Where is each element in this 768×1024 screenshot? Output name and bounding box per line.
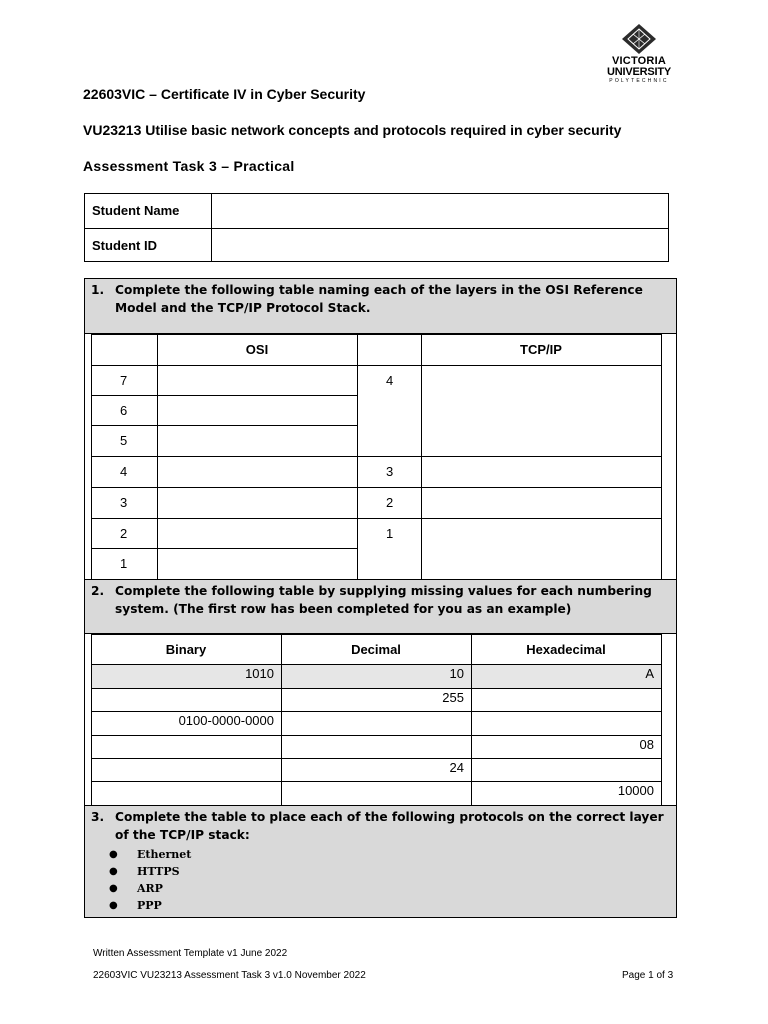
course-title: 22603VIC – Certificate IV in Cyber Security	[83, 86, 366, 102]
student-name-label: Student Name	[92, 203, 180, 218]
question-3-number: 3.	[91, 810, 105, 824]
student-id-label: Student ID	[92, 238, 157, 253]
student-name-field[interactable]	[211, 194, 668, 228]
victoria-university-logo	[600, 24, 678, 84]
binary-cell: 1010	[245, 666, 274, 681]
osi-layer-number: 7	[120, 373, 128, 388]
question-2-text: Complete the following table by supplying missing values for each numbering system. (The first row has been completed for you as an example)	[115, 584, 652, 616]
osi-layer-number: 3	[120, 495, 128, 510]
binary-header: Binary	[165, 642, 207, 657]
logo-line-3: POLYTECHNIC	[609, 78, 669, 84]
question-2-number: 2.	[91, 584, 105, 598]
footer-template: Written Assessment Template v1 June 2022	[93, 948, 288, 959]
question-1	[84, 278, 677, 334]
bullet-icon: ●	[109, 900, 118, 911]
osi-layer-number: 5	[120, 433, 128, 448]
student-name-row	[85, 194, 668, 228]
logo-line-2: UNIVERSITY	[606, 66, 671, 78]
bullet-icon: ●	[109, 849, 118, 860]
decimal-cell: 10	[449, 666, 464, 681]
hexadecimal-cell: 10000	[617, 783, 654, 798]
tcpip-layer-number: 1	[386, 526, 394, 541]
footer-page-number: Page 1 of 3	[622, 970, 674, 981]
bullet-icon: ●	[109, 866, 118, 877]
question-1-number: 1.	[91, 283, 105, 297]
bullet-icon: ●	[109, 883, 118, 894]
task-title: Assessment Task 3 – Practical	[83, 158, 295, 174]
binary-cell: 0100-0000-0000	[178, 713, 274, 728]
tcpip-layer-number: 3	[386, 464, 394, 479]
osi-header: OSI	[245, 342, 269, 357]
tcpip-layer-number: 2	[386, 495, 394, 510]
question-3: 3. Complete the table to place each of the following protocols on the correct layer of the TCP/IP stack: ● Ethernet ● HTTPS ● ARP ● PPP	[84, 805, 677, 918]
osi-layer-number: 2	[120, 526, 128, 541]
question-2	[84, 579, 677, 634]
student-id-row	[85, 228, 668, 262]
decimal-header: Decimal	[351, 642, 401, 657]
hexadecimal-cell: 08	[639, 737, 654, 752]
footer-doc-ref: 22603VIC VU23213 Assessment Task 3 v1.0 November 2022	[93, 970, 366, 981]
tcpip-header: TCP/IP	[520, 342, 562, 357]
question-3-text: Complete the table to place each of the following protocols on the correct layer of the TCP/IP stack:	[115, 810, 664, 842]
student-id-field[interactable]	[211, 229, 668, 262]
logo-diamond-icon	[622, 24, 656, 54]
decimal-cell: 255	[442, 690, 464, 705]
unit-title: VU23213 Utilise basic network concepts and protocols required in cyber security	[83, 122, 622, 138]
hexadecimal-header: Hexadecimal	[526, 642, 606, 657]
osi-layer-number: 1	[120, 556, 128, 571]
osi-layer-number: 4	[120, 464, 128, 479]
question-1-text: Complete the following table naming each of the layers in the OSI Reference Model and the TCP/IP Protocol Stack.	[115, 283, 643, 315]
decimal-cell: 24	[449, 760, 464, 775]
osi-layer-number: 6	[120, 403, 128, 418]
hexadecimal-cell: A	[645, 666, 654, 681]
tcpip-layer-number: 4	[386, 373, 394, 388]
logo-line-1: VICTORIA	[612, 55, 666, 67]
student-info-table	[84, 193, 669, 262]
